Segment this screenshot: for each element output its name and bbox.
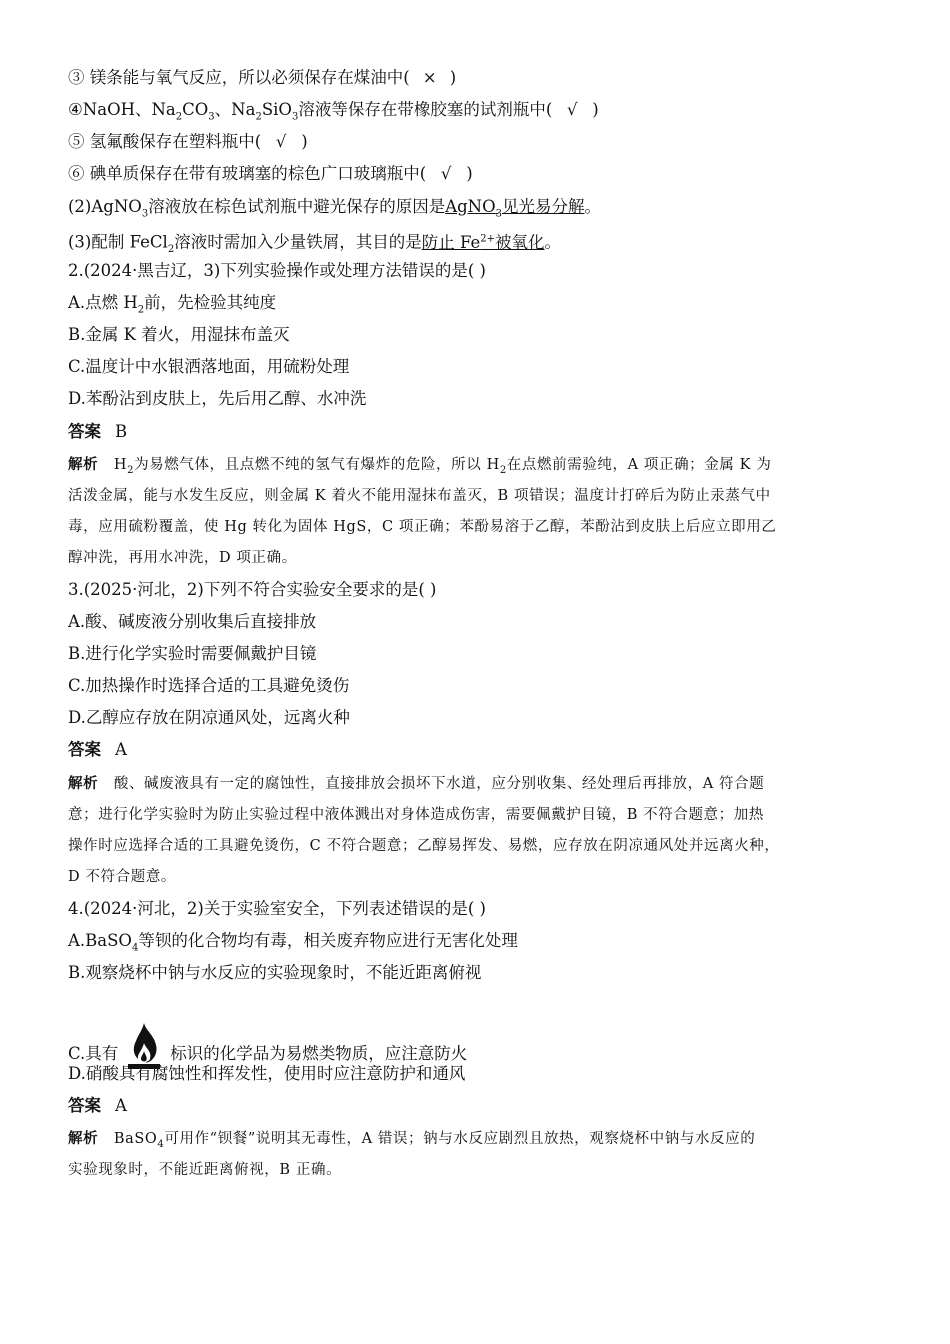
question-3-stem: 3.(2025·河北，2)下列不符合实验安全要求的是( ) xyxy=(68,580,437,599)
subquestion-2-text: (2)AgNO xyxy=(68,197,142,216)
answer-label: 答案 xyxy=(68,740,101,759)
option-5-close: ) xyxy=(301,132,308,151)
subquestion-3-text: 溶液时需加入少量铁屑，其目的是 xyxy=(174,232,422,252)
explanation-text: 为易燃气体，且点燃不纯的氢气有爆炸的危险，所以 H xyxy=(134,457,500,473)
superscript: 2+ xyxy=(480,233,496,244)
option-6-close: ) xyxy=(466,164,473,183)
question-3-option-c: C.加热操作时选择合适的工具避免烫伤 xyxy=(68,676,350,695)
question-2-explanation-line: 毒，应用硫粉覆盖，使 Hg 转化为固体 HgS，C 项正确；苯酚易溶于乙醇，苯酚沾到皮肤上后应立即用乙 xyxy=(68,519,777,535)
option-5 xyxy=(68,132,308,152)
question-3-explanation-line xyxy=(68,774,764,794)
answer-value: B xyxy=(115,422,128,441)
subquestion-3-answer xyxy=(422,233,545,252)
explanation-label: 解析 xyxy=(68,456,99,473)
subscript: 4 xyxy=(157,1138,165,1150)
question-3-option-b: B.进行化学实验时需要佩戴护目镜 xyxy=(68,644,317,663)
question-2-explanation-line: 活泼金属，能与水发生反应，则金属 K 着火不能用湿抹布盖灭，B 项错误；温度计打碎后为防止汞蒸气中 xyxy=(68,488,771,504)
question-3-answer xyxy=(68,740,127,760)
question-4-explanation-line: 实验现象时，不能近距离俯视，B 正确。 xyxy=(68,1162,342,1178)
question-2-option-a xyxy=(68,293,276,320)
question-2-explanation-line: 醇冲洗，再用水冲洗，D 项正确。 xyxy=(68,550,297,566)
answer-value: A xyxy=(115,1096,127,1115)
option-4-text: ④NaOH、Na xyxy=(68,100,176,119)
option-text: 等钡的化合物均有毒，相关废弃物应进行无害化处理 xyxy=(138,931,518,950)
answer-part: 见光易分解 xyxy=(502,197,585,216)
answer-part: AgNO xyxy=(445,197,496,216)
option-4-close: ) xyxy=(592,100,599,119)
subquestion-2 xyxy=(68,197,601,224)
subscript: 2 xyxy=(167,243,175,255)
subscript: 2 xyxy=(175,111,183,123)
question-2-option-d: D.苯酚沾到皮肤上，先后用乙醇、水冲洗 xyxy=(68,389,367,408)
question-3-explanation-line: D 不符合题意。 xyxy=(68,869,177,885)
subscript: 2 xyxy=(127,464,135,476)
subscript: 2 xyxy=(499,464,507,476)
option-4-text: SiO xyxy=(261,100,292,119)
option-3-text: ③ 镁条能与氧气反应，所以必须保存在煤油中( xyxy=(68,68,410,87)
explanation-text: 在点燃前需验纯，A 项正确；金属 K 为 xyxy=(506,457,772,473)
question-4-explanation-line xyxy=(68,1129,755,1155)
question-3-explanation-line: 操作时应选择合适的工具避免烫伤，C 不符合题意；乙醇易挥发、易燃，应存放在阴凉通风处并远离火种， xyxy=(68,838,780,854)
subscript: 2 xyxy=(137,304,145,316)
subscript: 4 xyxy=(131,942,139,954)
option-4-mark: √ xyxy=(566,100,578,119)
option-text: 标识的化学品为易燃类物质，应注意防火 xyxy=(170,1044,468,1063)
option-text: A.点燃 H xyxy=(68,293,138,312)
explanation-label: 解析 xyxy=(68,775,99,792)
answer-value: A xyxy=(115,740,127,759)
explanation-text: H xyxy=(113,457,128,473)
option-text: C.具有 xyxy=(68,1044,119,1063)
answer-label: 答案 xyxy=(68,1096,101,1115)
question-2-answer xyxy=(68,422,127,442)
subquestion-2-answer xyxy=(445,197,585,220)
subquestion-3 xyxy=(68,229,561,260)
question-4-stem: 4.(2024·河北，2)关于实验室安全，下列表述错误的是( ) xyxy=(68,899,486,918)
subscript: 2 xyxy=(255,111,262,123)
answer-part: 防止 Fe xyxy=(421,232,481,252)
option-6 xyxy=(68,164,473,184)
question-4-answer xyxy=(68,1096,127,1116)
question-2-option-c: C.温度计中水银洒落地面，用硫粉处理 xyxy=(68,357,350,376)
question-2-option-b: B.金属 K 着火，用湿抹布盖灭 xyxy=(68,325,290,344)
explanation-label: 解析 xyxy=(68,1130,99,1147)
option-5-text: ⑤ 氢氟酸保存在塑料瓶中( xyxy=(68,132,262,151)
question-2-explanation-line xyxy=(68,455,771,481)
option-6-text: ⑥ 碘单质保存在带有玻璃塞的棕色广口玻璃瓶中( xyxy=(68,164,427,183)
explanation-text: 可用作“钡餐”说明其无毒性，A 错误；钠与水反应剧烈且放热，观察烧杯中钠与水反应的 xyxy=(164,1131,756,1147)
subscript: 3 xyxy=(141,208,149,220)
subscript: 3 xyxy=(291,111,299,123)
question-3-option-a: A.酸、碱废液分别收集后直接排放 xyxy=(68,612,317,631)
explanation-text: BaSO xyxy=(113,1131,158,1147)
option-5-mark: √ xyxy=(275,132,287,151)
option-text: A.BaSO xyxy=(68,931,132,950)
subquestion-3-text: (3)配制 FeCl xyxy=(68,232,168,252)
option-4-text: CO xyxy=(182,100,209,119)
question-3-option-d: D.乙醇应存放在阴凉通风处，远离火种 xyxy=(68,708,350,727)
question-3-explanation-line: 意；进行化学实验时为防止实验过程中液体溅出对身体造成伤害，需要佩戴护目镜，B 不符合题意；加热 xyxy=(68,807,764,823)
option-4-text: 溶液等保存在带橡胶塞的试剂瓶中( xyxy=(298,100,553,119)
option-3 xyxy=(68,68,456,88)
subquestion-2-text: 溶液放在棕色试剂瓶中避光保存的原因是 xyxy=(148,197,446,216)
answer-label: 答案 xyxy=(68,422,101,441)
option-6-mark: √ xyxy=(440,164,452,183)
option-3-close: ) xyxy=(449,68,457,87)
question-4-option-b: B.观察烧杯中钠与水反应的实验现象时，不能近距离俯视 xyxy=(68,963,482,982)
answer-part: 被氧化 xyxy=(495,232,545,252)
question-2-stem: 2.(2024·黑吉辽，3)下列实验操作或处理方法错误的是( ) xyxy=(68,261,486,280)
option-3-mark: × xyxy=(422,68,437,87)
option-4-text: 、Na xyxy=(214,100,256,119)
period: 。 xyxy=(584,197,602,216)
option-text: 前，先检验其纯度 xyxy=(144,293,277,312)
subscript: 3 xyxy=(495,208,503,220)
subscript: 3 xyxy=(208,111,215,123)
explanation-text: 酸、碱废液具有一定的腐蚀性，直接排放会损坏下水道，应分别收集、经处理后再排放，A 符合题 xyxy=(113,776,765,792)
question-4-option-d: D.硝酸具有腐蚀性和挥发性，使用时应注意防护和通风 xyxy=(68,1064,466,1083)
period: 。 xyxy=(544,232,562,252)
option-4 xyxy=(68,100,599,127)
question-4-option-a xyxy=(68,931,518,958)
